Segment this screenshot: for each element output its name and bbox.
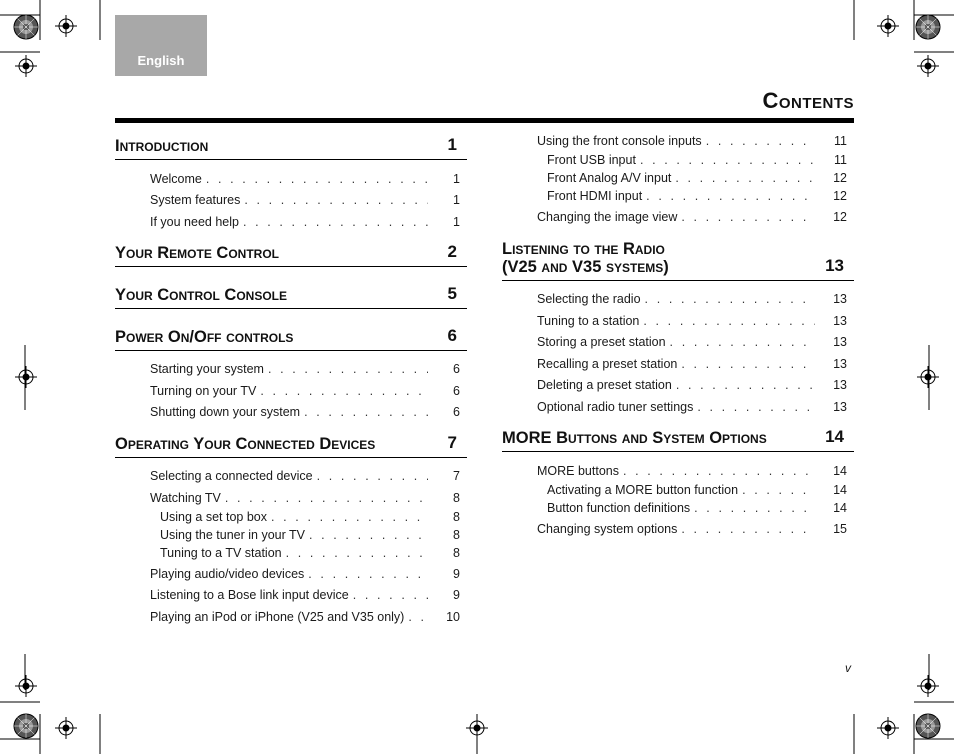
section-title: Introduction	[115, 136, 209, 155]
entry-label: Turning on your TV	[150, 384, 257, 398]
toc-entry[interactable]	[150, 404, 460, 420]
entry-label: Storing a preset station	[537, 335, 666, 349]
entry-page: 1	[453, 193, 460, 207]
toc-entry[interactable]	[537, 463, 847, 479]
toc-entry[interactable]	[547, 152, 847, 168]
entry-page: 10	[446, 610, 460, 624]
toc-entry[interactable]	[150, 566, 460, 582]
section-heading[interactable]	[115, 279, 467, 309]
toc-entry[interactable]	[150, 490, 460, 506]
section-page: 6	[447, 326, 457, 345]
entry-label: Starting your system	[150, 362, 264, 376]
entry-page: 9	[453, 567, 460, 581]
entry-label: Shutting down your system	[150, 405, 301, 419]
toc-entry[interactable]	[547, 482, 847, 498]
section-heading[interactable]	[115, 428, 467, 458]
toc-entry[interactable]	[160, 509, 460, 525]
toc-entry[interactable]	[150, 192, 460, 208]
entry-label: Changing system options	[537, 522, 678, 536]
section-title: Your Control Console	[115, 285, 288, 304]
toc-section-introduction	[115, 130, 467, 160]
section-title: Your Remote Control	[115, 243, 279, 262]
toc-entry[interactable]	[150, 587, 460, 603]
toc-section-power-controls	[115, 321, 467, 351]
entry-label: Button function definitions	[547, 501, 691, 515]
entry-label: Deleting a preset station	[537, 378, 672, 392]
entry-page: 1	[453, 215, 460, 229]
section-title: Operating Your Connected Devices	[115, 434, 376, 453]
entry-label: Watching TV	[150, 491, 221, 505]
toc-entry[interactable]	[150, 383, 460, 399]
entry-label: If you need help	[150, 215, 239, 229]
entry-label: Activating a MORE button function	[547, 483, 739, 497]
entry-label: Front HDMI input	[547, 189, 643, 203]
entry-page: 6	[453, 405, 460, 419]
entry-page: 8	[453, 546, 460, 560]
section-heading[interactable]	[502, 422, 854, 452]
entry-page: 7	[453, 469, 460, 483]
entry-page: 8	[453, 491, 460, 505]
entry-label: Using the front console inputs	[537, 134, 702, 148]
toc-entry[interactable]	[537, 356, 847, 372]
toc-entry[interactable]	[537, 334, 847, 350]
toc-section-more-buttons	[502, 422, 854, 452]
toc-entry[interactable]	[160, 527, 460, 543]
title-rule	[115, 118, 854, 123]
section-page: 1	[447, 135, 457, 154]
toc-entry[interactable]	[547, 170, 847, 186]
language-label: English	[137, 53, 185, 68]
toc-entry[interactable]	[537, 133, 847, 149]
entry-label: Optional radio tuner settings	[537, 400, 694, 414]
entry-page: 12	[833, 171, 847, 185]
entry-page: 13	[833, 292, 847, 306]
section-page: 5	[447, 284, 457, 303]
section-page: 7	[447, 433, 457, 452]
entry-label: Tuning to a station	[537, 314, 640, 328]
entry-label: Using the tuner in your TV	[160, 528, 305, 542]
entry-label: Tuning to a TV station	[160, 546, 282, 560]
section-title: MORE Buttons and System Options	[502, 428, 767, 447]
entry-page: 6	[453, 384, 460, 398]
entry-page: 6	[453, 362, 460, 376]
entry-page: 12	[833, 189, 847, 203]
entry-page: 12	[833, 210, 847, 224]
entry-label: System features	[150, 193, 241, 207]
toc-entry[interactable]	[150, 171, 460, 187]
section-page: 14	[825, 427, 844, 446]
toc-entry[interactable]	[150, 609, 460, 625]
toc-entry[interactable]	[537, 399, 847, 415]
entry-label: Playing an iPod or iPhone (V25 and V35 only)	[150, 610, 405, 624]
entry-page: 14	[833, 483, 847, 497]
entry-page: 11	[834, 153, 847, 167]
entry-label: Selecting a connected device	[150, 469, 313, 483]
toc-entry[interactable]	[150, 361, 460, 377]
section-page: 2	[447, 242, 457, 261]
toc-entry[interactable]	[547, 500, 847, 516]
entry-label: Playing audio/video devices	[150, 567, 305, 581]
entry-label: Changing the image view	[537, 210, 678, 224]
section-heading[interactable]	[115, 130, 467, 160]
entry-page: 11	[834, 134, 847, 148]
toc-section-connected-devices	[115, 428, 467, 458]
page-number: v	[845, 661, 851, 675]
entry-label: Front Analog A/V input	[547, 171, 672, 185]
toc-section-control-console	[115, 279, 467, 309]
entry-page: 14	[833, 501, 847, 515]
section-title	[502, 241, 669, 276]
page-title: Contents	[762, 88, 854, 113]
toc-entry[interactable]	[537, 521, 847, 537]
entry-page: 14	[833, 464, 847, 478]
language-tab	[115, 15, 207, 76]
toc-entry[interactable]	[537, 209, 847, 225]
section-page: 13	[825, 256, 844, 275]
section-title-line2: (V25 and V35 systems)	[502, 257, 669, 276]
entry-label: Front USB input	[547, 153, 636, 167]
section-title: Power On/Off controls	[115, 327, 294, 346]
toc-entry[interactable]	[537, 313, 847, 329]
toc-entry[interactable]	[547, 188, 847, 204]
toc-entry[interactable]	[160, 545, 460, 561]
toc-section-remote-control	[115, 237, 467, 267]
toc-entry[interactable]	[150, 468, 460, 484]
toc-entry[interactable]	[537, 377, 847, 393]
section-heading[interactable]	[115, 237, 467, 267]
entry-page: 8	[453, 528, 460, 542]
entry-page: 13	[833, 357, 847, 371]
toc-entry[interactable]	[537, 291, 847, 307]
entry-label: MORE buttons	[537, 464, 619, 478]
entry-page: 15	[833, 522, 847, 536]
toc-section-radio	[502, 235, 854, 281]
entry-page: 1	[453, 172, 460, 186]
entry-label: Welcome	[150, 172, 202, 186]
entry-label: Listening to a Bose link input device	[150, 588, 349, 602]
section-title-line1: Listening to the Radio	[502, 240, 665, 259]
toc-entry[interactable]	[150, 214, 460, 230]
entry-label: Recalling a preset station	[537, 357, 678, 371]
entry-label: Using a set top box	[160, 510, 268, 524]
entry-page: 13	[833, 314, 847, 328]
entry-page: 8	[453, 510, 460, 524]
entry-label: Selecting the radio	[537, 292, 641, 306]
entry-page: 13	[833, 335, 847, 349]
entry-page: 13	[833, 400, 847, 414]
entry-page: 13	[833, 378, 847, 392]
entry-page: 9	[453, 588, 460, 602]
section-heading[interactable]	[502, 235, 854, 281]
section-heading[interactable]	[115, 321, 467, 351]
